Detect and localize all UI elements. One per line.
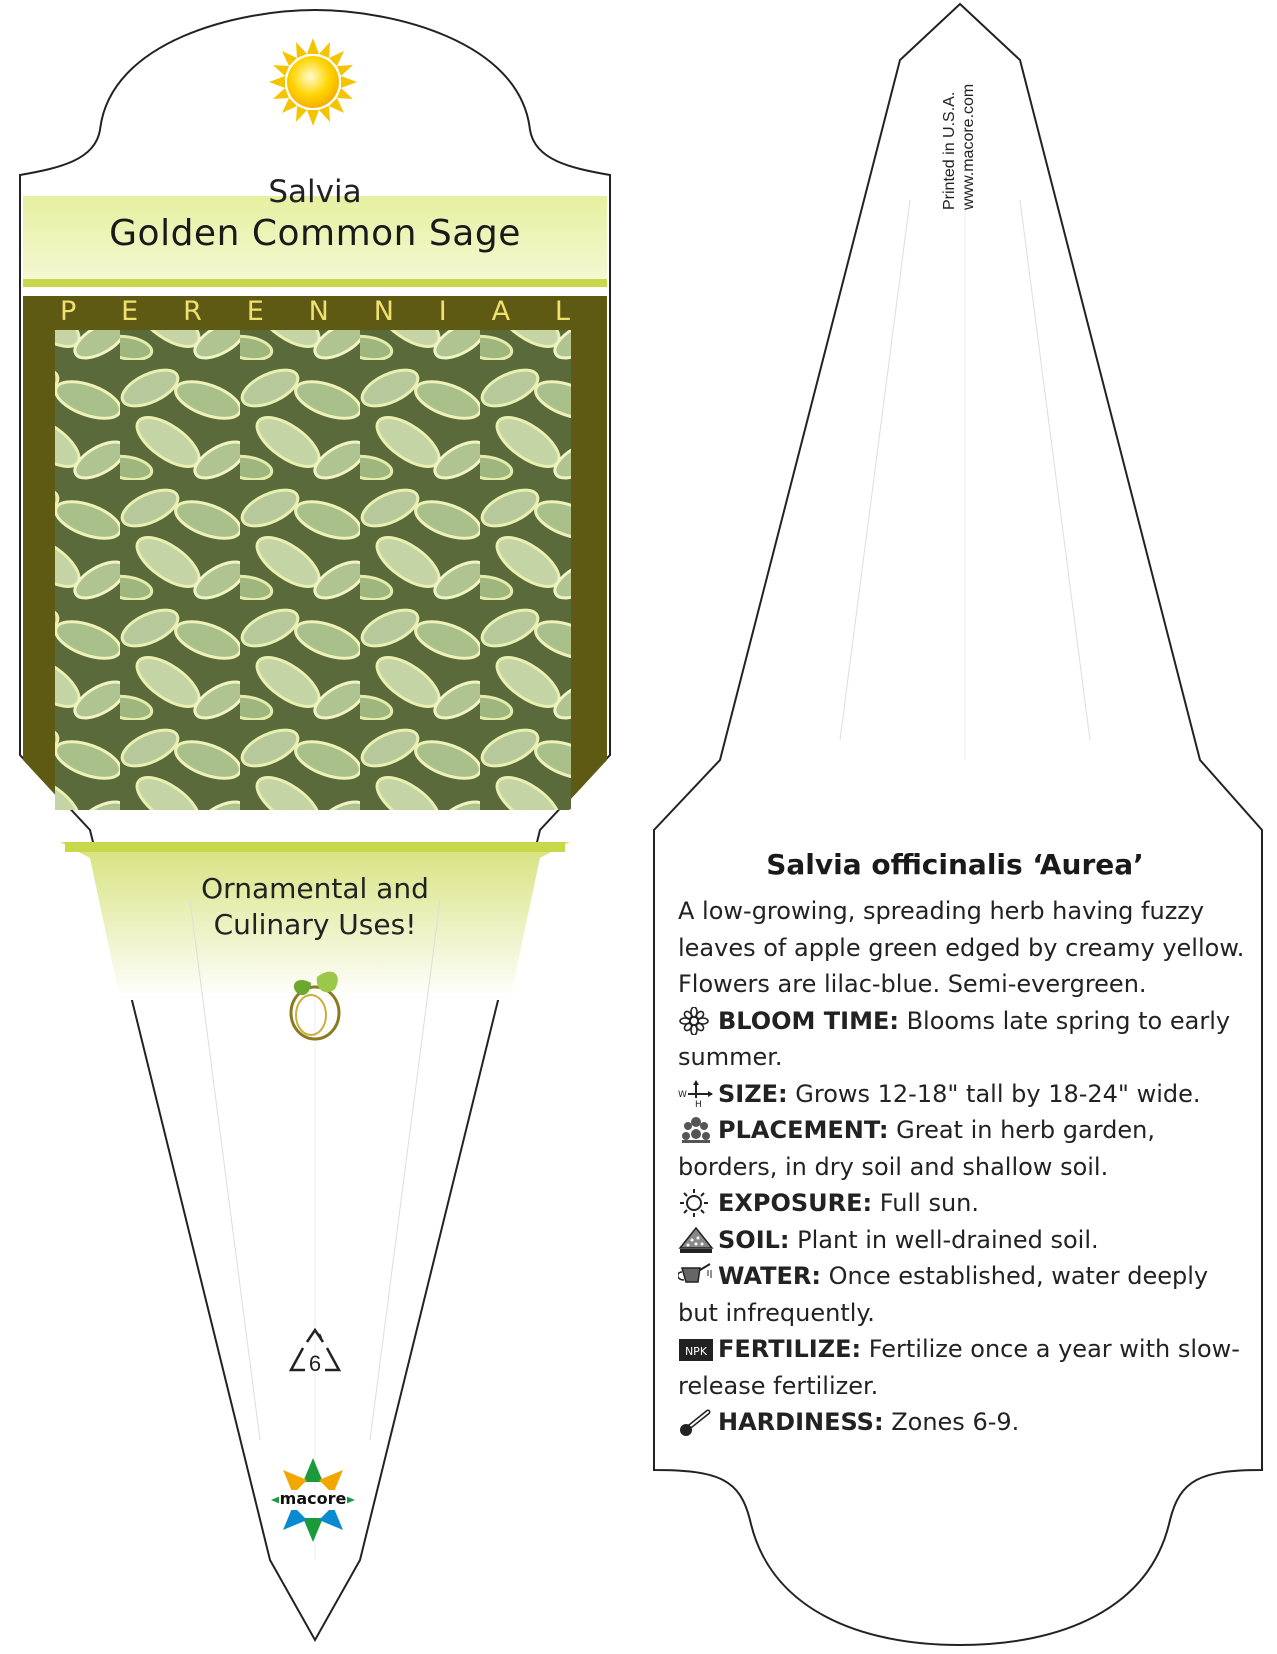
attr-label: FERTILIZE: [718, 1335, 862, 1363]
category-letter: R [183, 296, 202, 327]
category-letter: P [60, 296, 77, 327]
attr-text: Grows 12-18" tall by 18-24" wide. [795, 1079, 1201, 1108]
attr-label: EXPOSURE: [718, 1189, 873, 1217]
description-text: A low-growing, spreading herb having fuzzy leaves of apple green edged by creamy yellow. Flowers are lilac-blue. Semi-evergreen. [678, 897, 1245, 998]
placement-icon [678, 1116, 714, 1144]
category-letter: I [438, 296, 447, 327]
attr-label: PLACEMENT: [718, 1116, 889, 1144]
attr-text: Once established, water deeply but infrequently. [678, 1262, 1209, 1327]
attr-label: SOIL: [718, 1225, 790, 1254]
attr-placement [678, 1112, 1248, 1185]
flower-icon [678, 1007, 714, 1035]
attr-label: SIZE: [718, 1079, 788, 1108]
attr-bloom-time [678, 1003, 1248, 1076]
attr-size [678, 1076, 1248, 1113]
soil-icon [678, 1226, 714, 1254]
printed-line2: www.macore.com [960, 83, 977, 210]
tagline-line2: Culinary Uses! [213, 908, 417, 941]
brand-name: macore [279, 1489, 347, 1508]
attr-water [678, 1258, 1248, 1331]
svg-text:NPK: NPK [684, 1345, 708, 1358]
thermometer-icon [678, 1408, 714, 1436]
attr-exposure [678, 1185, 1248, 1222]
size-icon [678, 1080, 714, 1108]
category-letter: N [308, 296, 329, 327]
attr-label: BLOOM TIME: [718, 1006, 899, 1035]
attr-text: Fertilize once a year with slow-release fertilizer. [678, 1335, 1240, 1400]
attr-label: HARDINESS: [718, 1408, 884, 1436]
category-letter: E [121, 296, 139, 327]
recycle-number: 6 [308, 1351, 322, 1376]
svg-text:W: W [678, 1089, 687, 1100]
category-letter: A [491, 296, 511, 327]
category-letter: N [373, 296, 394, 327]
category-letter: L [554, 296, 570, 327]
care-description [678, 893, 1248, 1441]
tagline-line1: Ornamental and [201, 872, 429, 905]
sun-icon [678, 1189, 714, 1217]
attr-fertilize [678, 1331, 1248, 1404]
printed-line1: Printed in U.S.A. [941, 91, 958, 210]
category-letter: E [246, 296, 264, 327]
attr-hardiness [678, 1404, 1248, 1441]
attr-text: Zones 6-9. [891, 1408, 1020, 1436]
fertilizer-icon [678, 1335, 714, 1363]
genus-name: Salvia [268, 174, 362, 210]
common-name: Golden Common Sage [109, 213, 521, 254]
attr-text: Blooms late spring to early summer. [678, 1006, 1231, 1071]
svg-text:H: H [695, 1099, 702, 1108]
printed-info [940, 84, 978, 210]
attr-text: Plant in well-drained soil. [797, 1225, 1099, 1254]
attr-text: Great in herb garden, borders, in dry soil and shallow soil. [678, 1116, 1156, 1181]
watering-can-icon [678, 1262, 714, 1290]
scientific-name: Salvia officinalis ‘Aurea’ [766, 848, 1144, 881]
attr-text: Full sun. [879, 1189, 980, 1217]
attr-label: WATER: [718, 1262, 821, 1290]
attr-soil [678, 1222, 1248, 1259]
